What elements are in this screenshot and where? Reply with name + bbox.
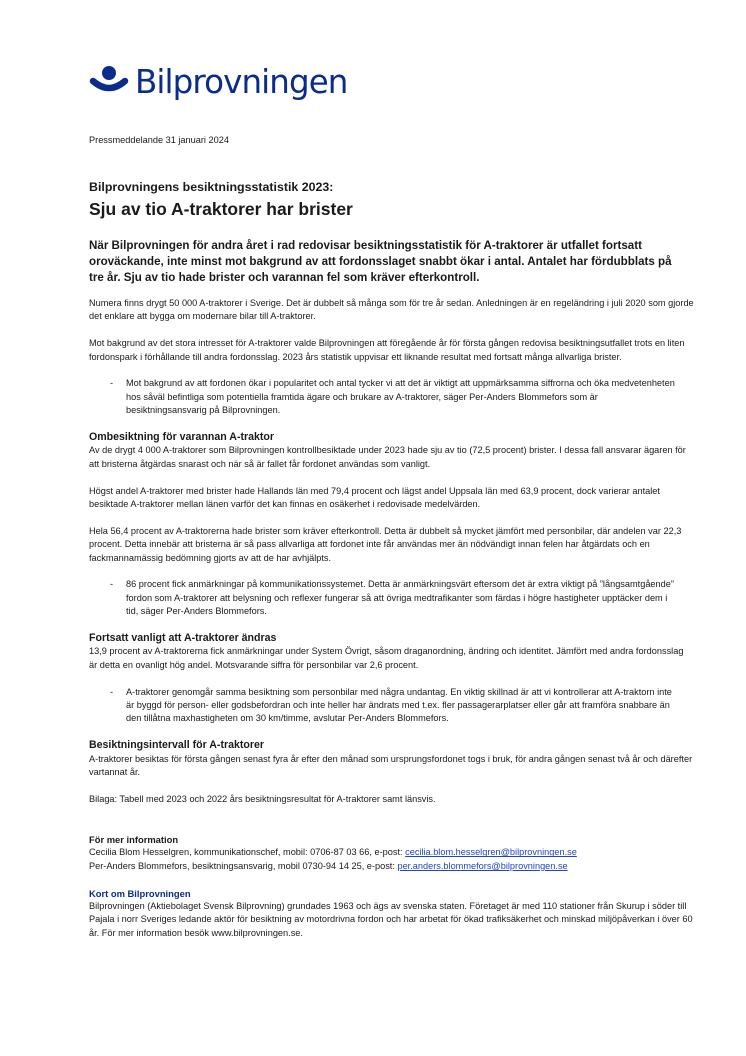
- intro-paragraph: Mot bakgrund av det stora intresset för A-traktorer valde Bilprovningen att föregående år för första gången redovisa besiktningsutfallet trots en liten fordonspark i förhållande till andra fordonsslag. 2023 års statistik uppvisar ett liknande resultat med fortsatt många allvarliga brister.: [89, 338, 685, 362]
- body-text: [89, 297, 694, 940]
- person-check-icon: [89, 65, 129, 99]
- section-paragraph: Högst andel A-traktorer med brister hade Hallands län med 79,4 procent och lägst andel Uppsala län med 63,9 procent, dock varierar antalet besiktade A-traktorer mellan länen varför det kan finnas en osäkerhet i redovisade medelvärden.: [89, 485, 660, 510]
- contact-person: Per-Anders Blommefors, besiktningsansvarig, mobil 0730-94 14 25, e-post:: [89, 860, 398, 871]
- contact-line: [89, 846, 694, 859]
- quote-bullet: [89, 377, 694, 417]
- lead-paragraph: När Bilprovningen för andra året i rad redovisar besiktningsstatistik för A-traktorer är utfallet fortsatt oroväckande, inte minst mot bakgrund av att fordonsslaget snabbt ökar i antal. Antalet har fördubblats på tre år. Sju av tio hade brister och varannan fel som kräver efterkontroll.: [89, 239, 672, 284]
- brand-name: Bilprovningen: [135, 63, 348, 101]
- contact-heading: För mer information: [89, 834, 179, 846]
- quote-bullet: [89, 578, 694, 618]
- quote-text: A-traktorer genomgår samma besiktning som personbilar med några undantag. En viktig skillnad är att vi kontrollerar att A-traktorn inte är byggd för person- eller godsbefordran och inte heller har ändrats med t.ex. fler passagerarplatser eller går att framföra snabbare än den tillåtna maxhastigheten om 30 km/timme, avslutar Per-Anders Blommefors.: [126, 686, 672, 724]
- email-link[interactable]: per.anders.blommefors@bilprovningen.se: [397, 860, 568, 871]
- contact-person: Cecilia Blom Hesselgren, kommunikationschef, mobil: 0706-87 03 66, e-post:: [89, 847, 406, 858]
- email-link[interactable]: cecilia.blom.hesselgren@bilprovningen.se: [405, 847, 577, 858]
- about-text: Bilprovningen (Aktiebolaget Svensk Bilprovning) grundades 1963 och ägs av svenska staten. Företaget är med 110 stationer från Skurup i söder till Pajala i norr Sveriges ledande aktör för besiktning av motordrivna fordon och har arbetat för ökad trafiksäkerhet och minskad miljöpåverkan i över 60 år. För mer information besök www.bilprovningen.se.: [89, 901, 693, 938]
- section-paragraph: 13,9 procent av A-traktorerna fick anmärkningar under System Övrigt, såsom draganordning, ändring och identitet. Jämfört med andra fordonsslag är detta en ovanligt hög andel. Motsvarande siffra för personbilar var 2,6 procent.: [89, 646, 684, 670]
- bullet-dash: -: [110, 686, 114, 697]
- bilprovningen-logo: [89, 62, 348, 102]
- section-heading: Besiktningsintervall för A-traktorer: [89, 739, 265, 752]
- kicker: Bilprovningens besiktningsstatistik 2023:: [89, 180, 334, 194]
- intro-paragraph: Numera finns drygt 50 000 A-traktorer i Sverige. Det är dubbelt så många som för tre år sedan. Anledningen är en regeländring i juli 2020 som gjorde det enklare att bygga om modernare bilar till A-traktorer.: [89, 298, 694, 322]
- bullet-dash: -: [110, 579, 114, 590]
- headline: Sju av tio A-traktorer har brister: [89, 199, 353, 219]
- quote-text: 86 procent fick anmärkningar på kommunikationssystemet. Detta är anmärkningsvärt eftersom det är extra viktigt på ”långsamtgående” fordon som A-traktorer att belysning och reflexer fungerar så att övriga medtrafikanter som färdas i högre hastigheter upptäcker dem i tid, säger Per-Anders Blommefors.: [126, 579, 674, 617]
- quote-bullet: [89, 686, 694, 726]
- date-line: Pressmeddelande 31 januari 2024: [89, 135, 229, 145]
- contact-line: [89, 860, 694, 873]
- attachment-note: Bilaga: Tabell med 2023 och 2022 års besiktningsresultat för A-traktorer samt länsvis.: [89, 793, 436, 804]
- about-heading: Kort om Bilprovningen: [89, 887, 191, 899]
- bullet-dash: -: [110, 378, 114, 389]
- section-paragraph: Av de drygt 4 000 A-traktorer som Bilprovningen kontrollbesiktade under 2023 hade sju av tio (72,5 procent) brister. I dessa fall ansvarar ägaren för att bristerna åtgärdas snarast och när så är fallet får fordonet användas som vanligt.: [89, 445, 686, 469]
- section-heading: Ombesiktning för varannan A-traktor: [89, 431, 275, 444]
- section-paragraph: A-traktorer besiktas för första gången senast fyra år efter den månad som ursprungsfordonet togs i bruk, för andra gången senast två år och därefter vartannat år.: [89, 753, 693, 778]
- quote-text: Mot bakgrund av att fordonen ökar i popularitet och antal tycker vi att det är viktigt att uppmärksamma siffrorna och öka medvetenheten hos såväl befintliga som potentiella framtida ägare och brukare av A-traktorer, säger Per-Anders Blommefors som är besiktningsansvarig på Bilprovningen.: [126, 378, 675, 416]
- section-heading: Fortsatt vanligt att A-traktorer ändras: [89, 632, 277, 645]
- section-paragraph: Hela 56,4 procent av A-traktorerna hade brister som kräver efterkontroll. Detta är dubbelt så mycket jämfört med personbilar, där andelen var 22,3 procent. Detta innebär att bristerna är så pass allvarliga att fordonet inte får användas mer än nödvändigt innan felen har åtgärdats och en fackmannamässig bedömning gjorts av att de har avhjälpts.: [89, 525, 682, 563]
